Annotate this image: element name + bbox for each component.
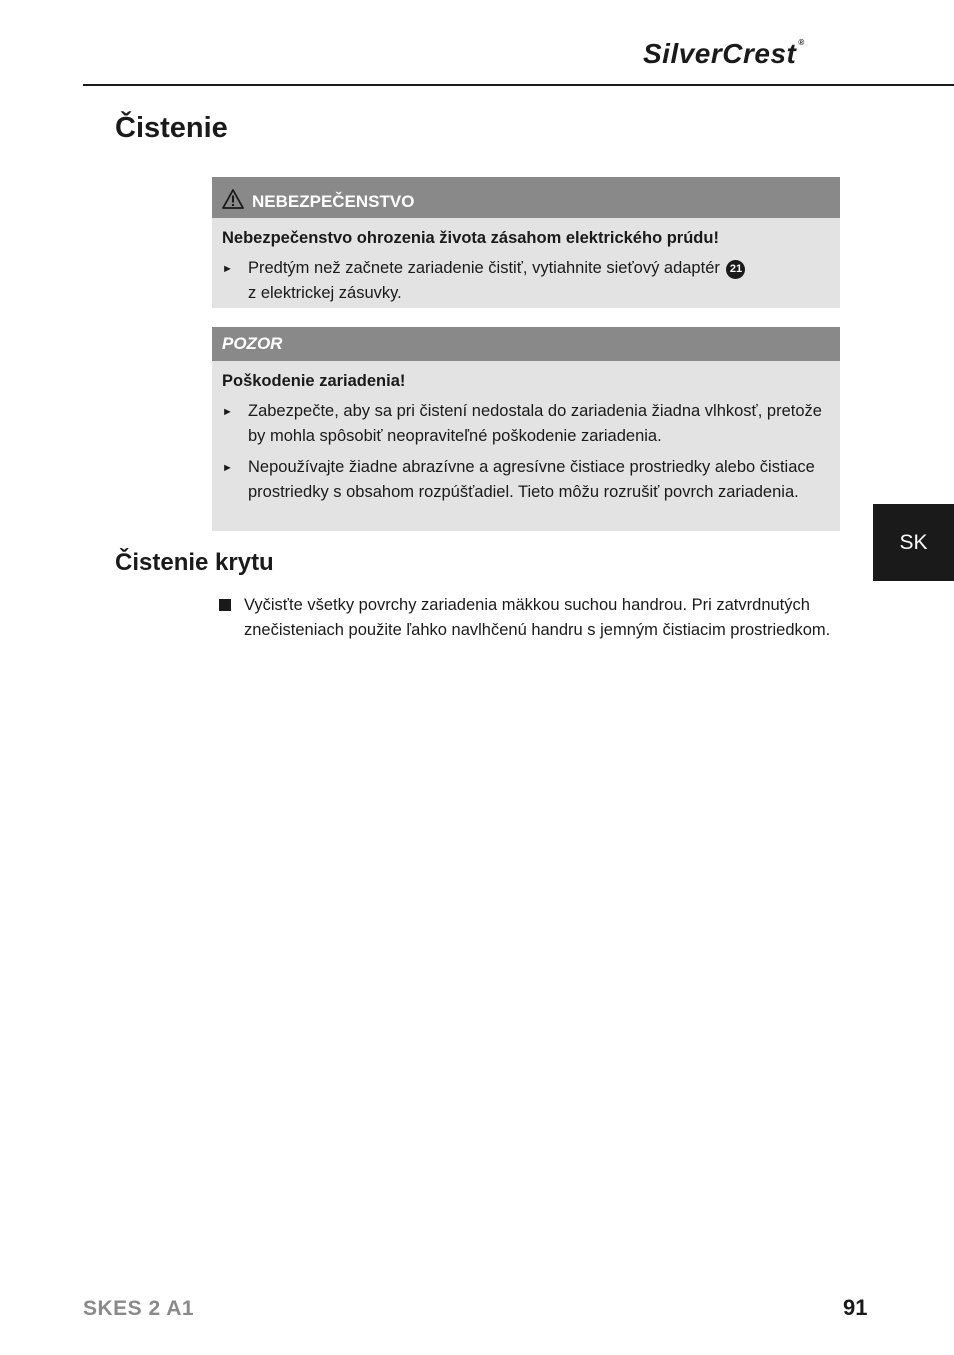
danger-box — [212, 177, 840, 308]
square-bullet-icon — [219, 599, 231, 611]
page-number: 91 — [843, 1295, 868, 1320]
caution-box — [212, 327, 840, 531]
danger-item-text: Predtým než začnete zariadenie čistiť, vytiahnite sieťový adaptér — [248, 259, 720, 277]
brand-logo — [643, 38, 805, 70]
list-item — [222, 455, 830, 505]
list-item — [222, 256, 830, 306]
arrow-bullet-icon: ► — [222, 263, 233, 275]
danger-box-body — [212, 218, 840, 306]
list-item-text — [248, 256, 745, 306]
danger-box-header — [212, 177, 840, 218]
warning-triangle-icon — [222, 189, 244, 209]
list-item-text: Zabezpečte, aby sa pri čistení nedostala do zariadenia žiadna vlhkosť, pretože by mohla spôsobiť neopraviteľné poškodenie zariadenia. — [248, 402, 822, 445]
arrow-bullet-icon: ► — [222, 462, 233, 474]
caution-title: Poškodenie zariadenia! — [222, 372, 406, 390]
danger-label: NEBEZPEČENSTVO — [252, 191, 415, 211]
list-item-text: Nepoužívajte žiadne abrazívne a agresívne čistiace prostriedky alebo čistiace prostriedky s obsahom rozpúšťadiel. Tieto môžu rozrušiť povrch zariadenia. — [248, 458, 815, 501]
list-item — [222, 399, 830, 449]
language-tab: SK — [873, 504, 954, 581]
list-item — [219, 593, 844, 643]
caution-label: POZOR — [222, 334, 283, 353]
brand-name: SilverCrest — [643, 38, 797, 69]
registered-mark: ® — [798, 38, 805, 47]
caution-box-header — [212, 327, 840, 361]
danger-title: Nebezpečenstvo ohrozenia života zásahom elektrického prúdu! — [222, 229, 719, 247]
subsection-title: Čistenie krytu — [115, 549, 274, 576]
danger-item-text-after: z elektrickej zásuvky. — [248, 284, 402, 302]
part-reference-badge: 21 — [726, 260, 745, 279]
list-item-text: Vyčisťte všetky povrchy zariadenia mäkkou suchou handrou. Pri zatvrdnutých znečisteniach použite ľahko navlhčenú handru s jemným čistiacim prostriedkom. — [244, 596, 831, 639]
caution-box-body — [212, 361, 840, 505]
arrow-bullet-icon: ► — [222, 406, 233, 418]
header-rule — [83, 84, 954, 86]
page-title: Čistenie — [115, 112, 228, 144]
footer-model: SKES 2 A1 — [83, 1297, 195, 1320]
